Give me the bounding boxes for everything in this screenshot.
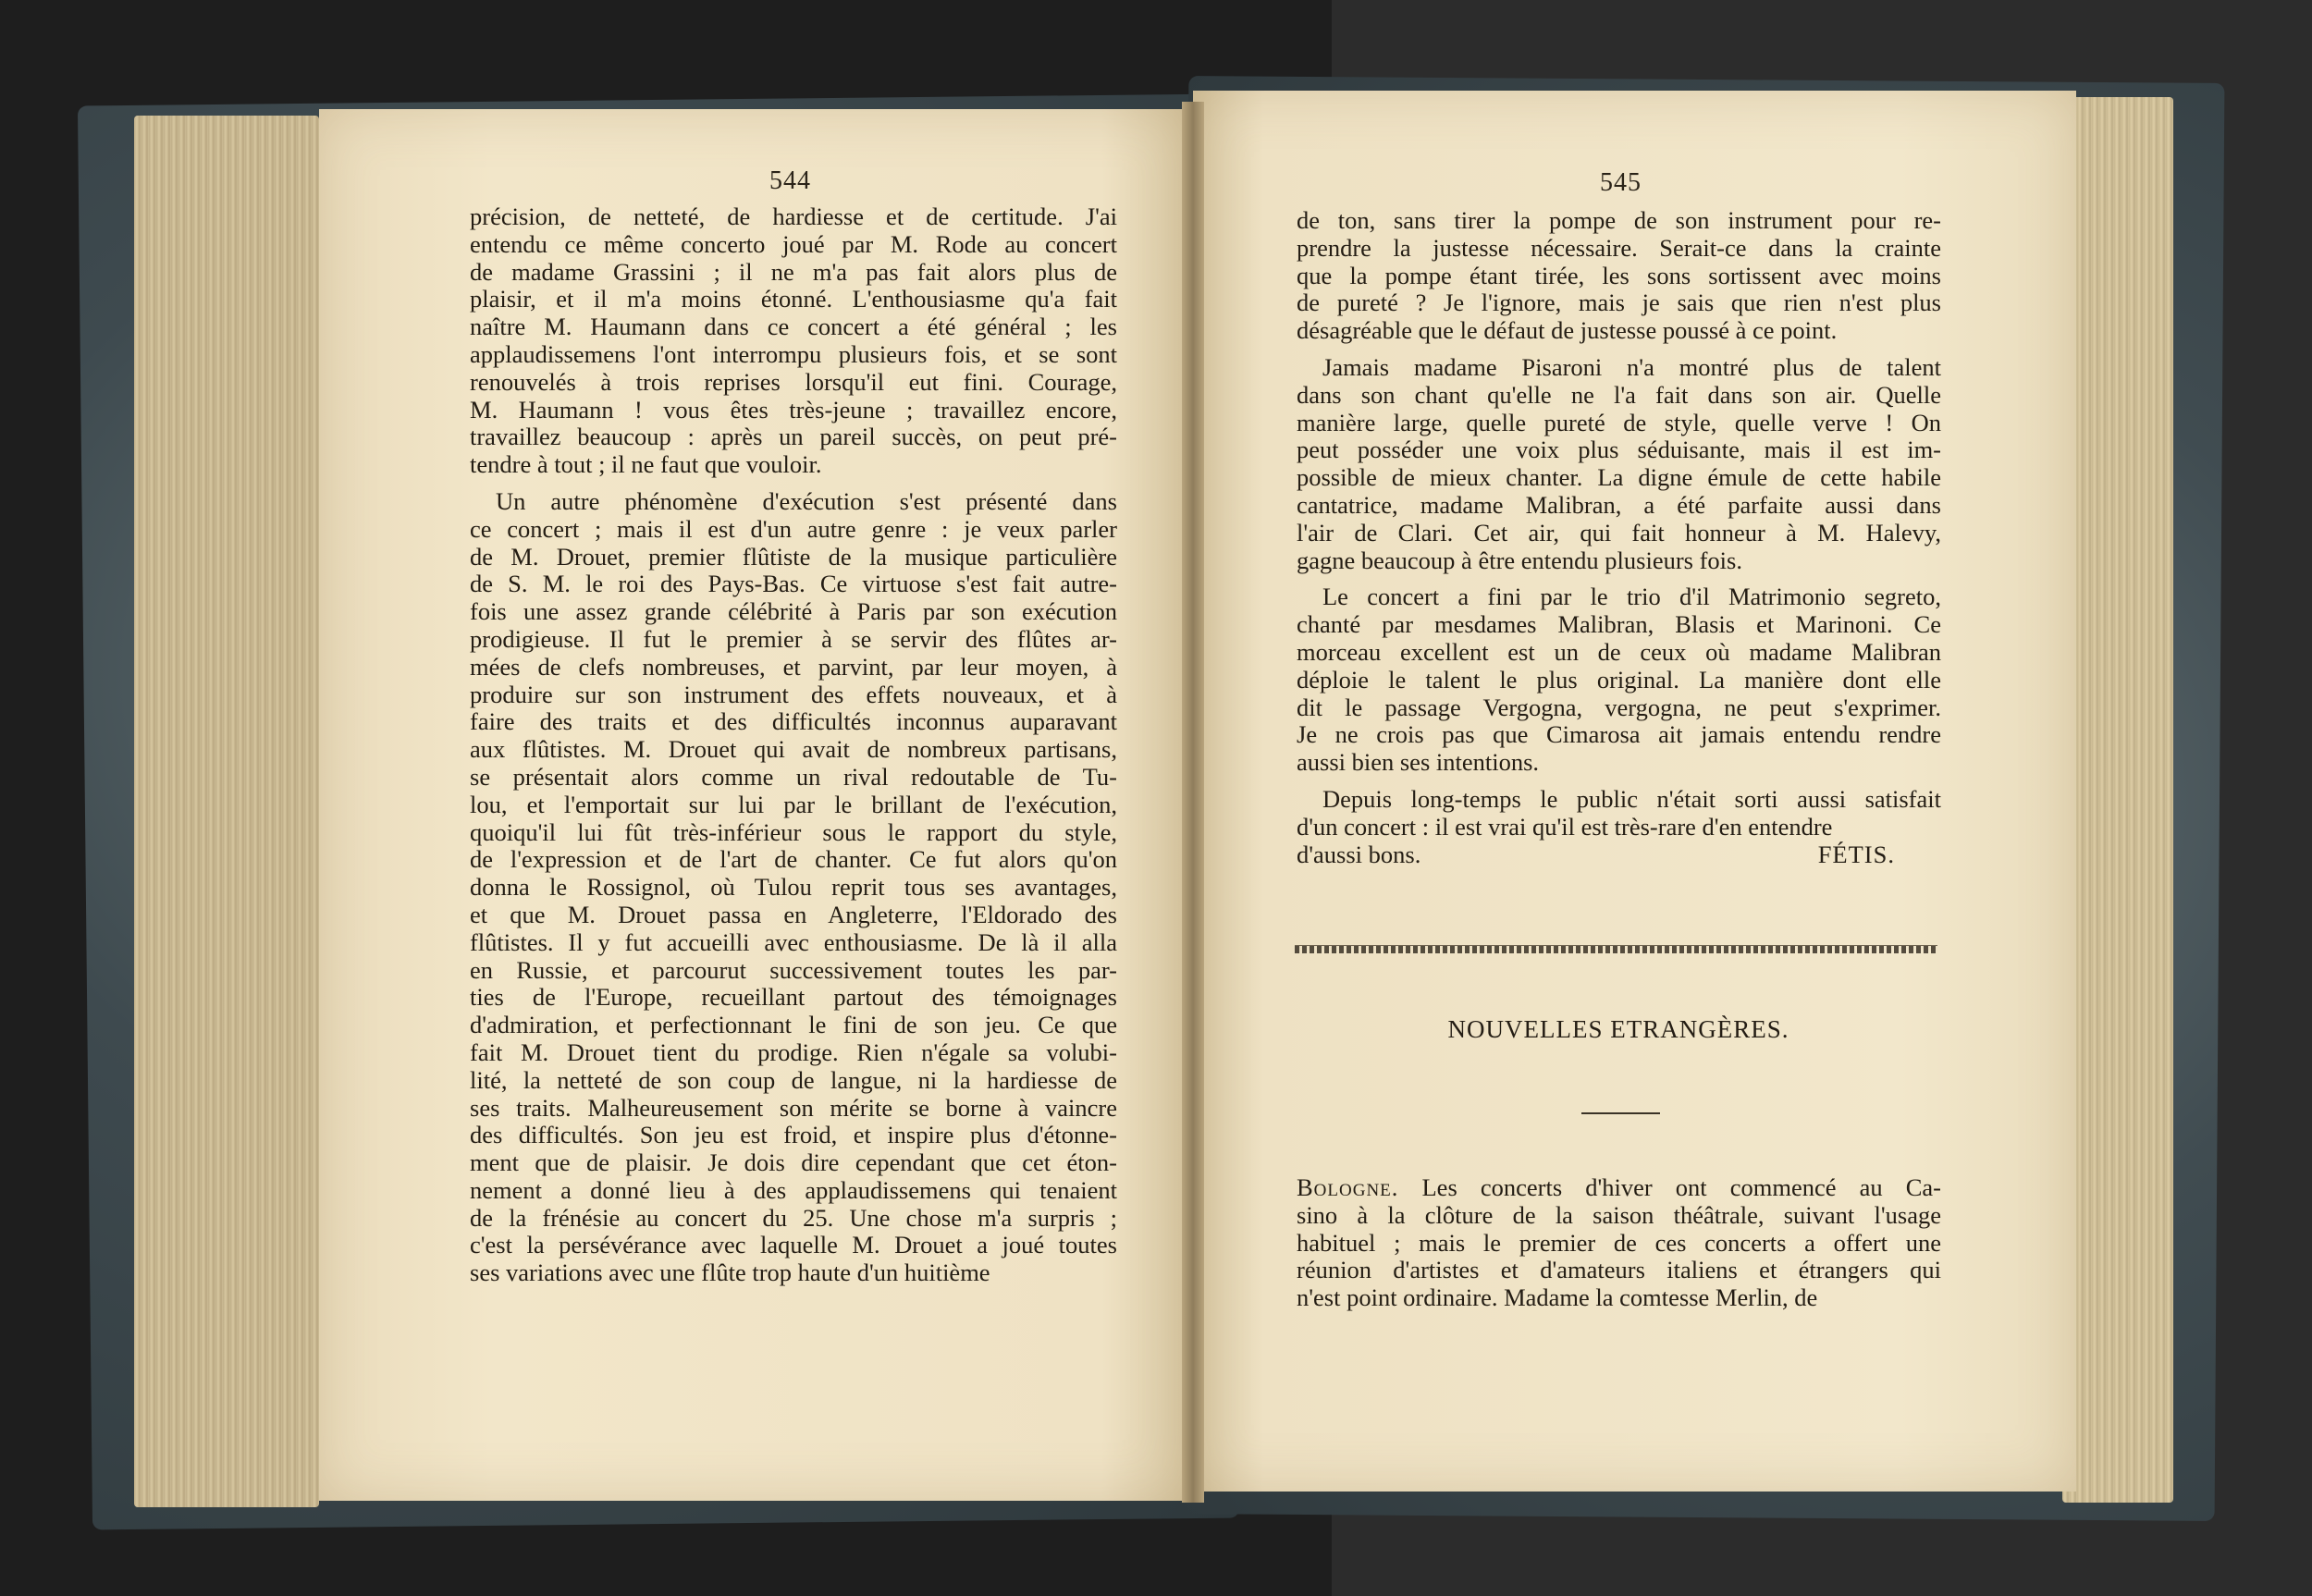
text-line: sino à la clôture de la saison théâtrale, suivant l'usage — [1297, 1200, 1941, 1229]
text-line: lité, la netteté de son coup de langue, ni la hardiesse de — [470, 1065, 1117, 1094]
text-line: morceau excellent est un de ceux où madame Malibran — [1297, 637, 1941, 666]
text-line: Un autre phénomène d'exécution s'est présenté dans — [496, 486, 1117, 515]
text-line: aux flûtistes. M. Drouet qui avait de nombreux partisans, — [470, 735, 1117, 764]
text-line: d'admiration, et perfectionnant le fini de son jeu. Ce que — [470, 1011, 1117, 1039]
text-line: lou, et l'emportait sur lui par le brillant de l'exécution, — [470, 790, 1117, 818]
text-line: prodigieuse. Il fut le premier à se servir des flûtes ar- — [470, 624, 1117, 653]
text-line: nement a donné lieu à des applaudissemens qui tenaient — [470, 1175, 1117, 1204]
short-separator-rule — [1581, 1112, 1660, 1114]
text-line: et que M. Drouet passa en Angleterre, l'Eldorado des — [470, 900, 1117, 928]
text-line: ses variations avec une flûte trop haute d'un huitième — [470, 1258, 990, 1287]
page-edges-right — [2062, 97, 2173, 1503]
paragraph — [470, 203, 1117, 479]
author-signature: FÉTIS. — [1817, 840, 1895, 868]
text-line: se présentait alors comme un rival redoutable de Tu- — [470, 762, 1117, 791]
paragraph — [1297, 354, 1941, 574]
text-line: gagne beaucoup à être entendu plusieurs fois. — [1297, 546, 1742, 574]
text-line: déploie le talent le plus original. La manière dont elle — [1297, 665, 1941, 694]
text-line: fait M. Drouet tient du prodige. Rien n'égale sa volubi- — [470, 1037, 1117, 1066]
text-line: peut posséder une voix plus séduisante, mais il est im- — [1297, 436, 1941, 464]
news-line-text: Les concerts d'hiver ont commencé au Ca- — [1421, 1173, 1941, 1201]
text-line: applaudissemens l'ont interrompu plusieurs fois, et se sont — [470, 339, 1117, 368]
paragraph — [1297, 786, 1941, 841]
text-line: manière large, quelle pureté de style, quelle verve ! On — [1297, 408, 1941, 436]
text-line: faire des traits et des difficultés inconnus auparavant — [470, 707, 1117, 736]
text-line: de pureté ? Je l'ignore, mais je sais que rien n'est plus — [1297, 289, 1941, 317]
text-line: Depuis long-temps le public n'était sorti aussi satisfait — [1322, 784, 1941, 813]
right-text-column — [1297, 207, 1941, 868]
text-line: Le concert a fini par le trio d'il Matrimonio segreto, — [1322, 583, 1941, 611]
text-line: Je ne crois pas que Cimarosa ait jamais entendu rendre — [1297, 720, 1941, 749]
left-text-column — [470, 203, 1117, 1287]
text-line: que la pompe étant tirée, les sons sortissent avec moins — [1297, 261, 1941, 289]
text-line: désagréable que le défaut de justesse poussé à ce point. — [1297, 316, 1838, 345]
paragraph — [470, 488, 1117, 1287]
wavy-separator-rule — [1295, 945, 1937, 953]
text-line: plaisir, et il m'a moins étonné. L'enthousiasme qu'a fait — [470, 285, 1117, 313]
text-line: en Russie, et parcourut successivement toutes les par- — [470, 955, 1117, 984]
text-line: précision, de netteté, de hardiesse et de certitude. J'ai — [470, 203, 1117, 230]
text-line: ment que de plaisir. Je dois dire cependant que cet éton- — [470, 1148, 1117, 1177]
text-line: naître M. Haumann dans ce concert a été général ; les — [470, 313, 1117, 341]
paragraph — [1297, 583, 1941, 777]
text-line: d'un concert : il est vrai qu'il est très-rare d'en entendre — [1297, 812, 1833, 841]
text-line: ses traits. Malheureusement son mérite se borne à vaincre — [470, 1093, 1117, 1122]
text-line: chanté par mesdames Malibran, Blasis et Marinoni. Ce — [1297, 610, 1941, 639]
text-line: dit le passage Vergogna, vergogna, ne peut s'exprimer. — [1297, 693, 1941, 721]
text-line: tendre à tout ; il ne faut que vouloir. — [470, 450, 822, 479]
text-line: de la frénésie au concert du 25. Une chose m'a surpris ; — [470, 1203, 1117, 1232]
section-heading: NOUVELLES ETRANGÈRES. — [1447, 1015, 1789, 1043]
text-line: habituel ; mais le premier de ces concerts a offert une — [1297, 1228, 1941, 1257]
news-column — [1297, 1174, 1941, 1312]
text-line: produire sur son instrument des effets nouveaux, et à — [470, 680, 1117, 708]
news-lead: Bologne. — [1297, 1173, 1399, 1201]
text-line: ce concert ; mais il est d'un autre genre : je veux parler — [470, 514, 1117, 543]
text-line: renouvelés à trois reprises lorsqu'il eut fini. Courage, — [470, 367, 1117, 396]
page-number-left: 544 — [769, 166, 811, 195]
page-edges-left — [134, 116, 319, 1507]
text-line: M. Haumann ! vous êtes très-jeune ; travaillez encore, — [470, 395, 1117, 424]
text-line: de l'expression et de l'art de chanter. Ce fut alors qu'on — [470, 845, 1117, 874]
text-line: flûtistes. Il y fut accueilli avec enthousiasme. De là il alla — [470, 927, 1117, 956]
text-line: de madame Grassini ; il ne m'a pas fait alors plus de — [470, 257, 1117, 286]
text-line: des difficultés. Son jeu est froid, et inspire plus d'étonne- — [470, 1121, 1117, 1149]
text-line: Jamais madame Pisaroni n'a montré plus de talent — [1322, 352, 1941, 381]
book-gutter — [1182, 102, 1204, 1503]
text-line: donna le Rossignol, où Tulou reprit tous ses avantages, — [470, 873, 1117, 902]
text-line: réunion d'artistes et d'amateurs italiens et étrangers qui — [1297, 1256, 1941, 1284]
text-line: travaillez beaucoup : après un pareil succès, on peut pré- — [470, 423, 1117, 451]
text-line: entendu ce même concerto joué par M. Rode au concert — [470, 229, 1117, 258]
closing-row — [1297, 841, 1941, 869]
text-line: aussi bien ses intentions. — [1297, 748, 1540, 777]
text-line: quoiqu'il lui fût très-inférieur sous le rapport du style, — [470, 817, 1117, 846]
text-line: de S. M. le roi des Pays-Bas. Ce virtuose s'est fait autre- — [470, 570, 1117, 598]
text-line: possible de mieux chanter. La digne émule de cette habile — [1297, 463, 1941, 492]
text-line: dans son chant qu'elle ne l'a fait dans son air. Quelle — [1297, 380, 1941, 409]
text-line: cantatrice, madame Malibran, a été parfaite aussi dans — [1297, 490, 1941, 519]
text-line: l'air de Clari. Cet air, qui fait honneur à M. Halevy, — [1297, 518, 1941, 546]
text-line: de M. Drouet, premier flûtiste de la musique particulière — [470, 542, 1117, 571]
text-line: mées de clefs nombreuses, et parvint, par leur moyen, à — [470, 652, 1117, 681]
text-line — [1297, 1174, 1941, 1202]
text-line: n'est point ordinaire. Madame la comtesse Merlin, de — [1297, 1283, 1818, 1312]
paragraph — [1297, 207, 1941, 345]
text-line: prendre la justesse nécessaire. Serait-ce dans la crainte — [1297, 233, 1941, 262]
text-line: fois une assez grande célébrité à Paris par son exécution — [470, 597, 1117, 626]
closing-line: d'aussi bons. — [1297, 840, 1421, 868]
text-line: ties de l'Europe, recueillant partout des témoignages — [470, 983, 1117, 1012]
text-line: de ton, sans tirer la pompe de son instrument pour re- — [1297, 206, 1941, 234]
page-number-right: 545 — [1600, 168, 1642, 197]
text-line: c'est la persévérance avec laquelle M. Drouet a joué toutes — [470, 1231, 1117, 1259]
